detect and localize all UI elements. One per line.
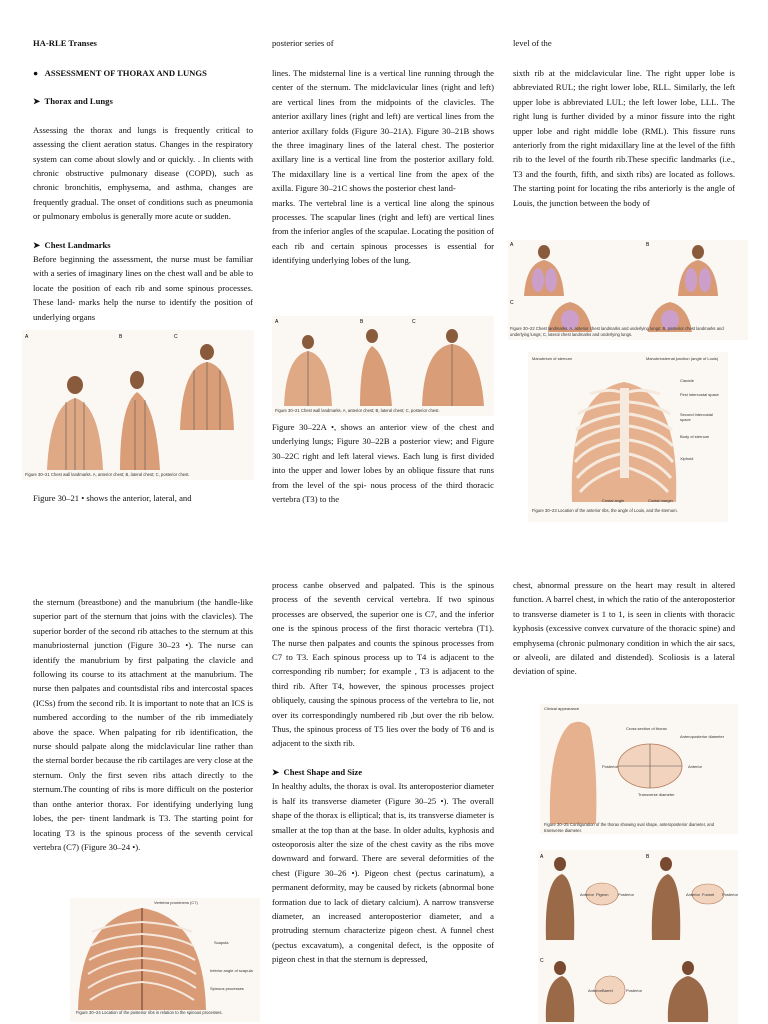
figure-chest-landmarks: [22, 330, 254, 480]
figure-chest-landmarks-duplicate: [272, 316, 494, 416]
svg-text:A: A: [275, 319, 279, 325]
svg-text:B: B: [360, 319, 364, 325]
svg-text:A: A: [540, 854, 544, 860]
figure-label: Transverse diameter: [638, 792, 675, 797]
lung-landmarks-illustration: [508, 240, 748, 340]
figure-label: Barrel: [602, 988, 613, 993]
document-header-left: HA-RLE Transes: [33, 38, 97, 48]
paragraph: process canbe observed and palpated. This is the spinous process of the seventh cervical vertebra. If two spinous processes are observed, the superior one is C7, and the inferior one is the spinous process of the first thoracic vertebra (T1). The nurse then palpates and counts the spinous processes from C7 to T3. Each spinous process up to T4 is adjacent to the corresponding rib number; for example , T3 is adjacent to the third rib. After T4, however, the spinous processes project obliquely, causing the spinous process of the vertebra to lie, not over its correspondingly numbered rib ,but over the rib below. Thus, the spinous process of T5 lies over the body of T6 and is adjacent to the sixth rib.: [272, 580, 494, 749]
figure-label: Second intercostal space: [680, 412, 713, 422]
figure-label: Posterior: [722, 892, 738, 897]
figure-label: Costal angle: [602, 498, 625, 503]
paragraph: Before beginning the assessment, the nurse must be familiar with a series of imaginary lines on the chest wall and be able to locate the position of each rib and some spinous processes. These land- marks help the nurse to identify the position of underlying organs: [33, 254, 253, 322]
paragraph: Figure 30–22A •, shows an anterior view of the chest and underlying lungs; Figure 30–22B a posterior view; and Figure 30–22C right and left lateral views. Each lung is first divided into the upper and lower lobes by an oblique fissure that runs from the level of the spi- nous process of the third thoracic vertebra (T3) to the: [272, 422, 494, 505]
subsection-heading: ➤ Chest Landmarks: [33, 239, 111, 250]
paragraph: Assessing the thorax and lungs is frequently critical to assessing the client aeration status. Changes in the respiratory system can come about slowly and or quickly. . In clients with chronic obstructive pulmonary disease (COPD), such as chronic bronchitis, emphysema, and asthma, changes are frequently gradual. The onset of conditions such as pneumonia or pulmonary embolus is generally more acute or sudden.: [33, 124, 253, 222]
figure-label: Manubrium of sternum: [532, 356, 573, 361]
svg-text:C: C: [412, 319, 416, 325]
paragraph: sixth rib at the midclavicular line. The right upper lobe is abbreviated RUL; the right lower lobe, RLL. Similarly, the left upper lobe is abbreviated LUL; the left lower lobe, LLL. The right lung is further divided by a minor fissure into the right upper lobe and right middle lobe (RML). This fissure runs anteriorly from the right midaxillary line at the level of the fifth rib to the level of the fourth rib.These specific landmarks (i.e., T3 and the fourth, fifth, and sixth ribs) are located as follows. The starting point for locating the ribs anteriorly is the angle of Louis, the junction between the body of: [513, 68, 735, 208]
figure-caption: Figure 30–25 Configuration of the thorax showing oval shape, anteroposterior diameter, and transverse diameter.: [544, 822, 715, 833]
figure-lung-landmarks: [508, 240, 748, 340]
svg-text:B: B: [646, 242, 650, 248]
posterior-ribs-illustration: [70, 898, 260, 1022]
chest-landmarks-illustration: [22, 330, 254, 480]
svg-text:C: C: [174, 334, 178, 340]
figure-label: First intercostal space: [680, 392, 719, 397]
figure-chest-deformities: [538, 850, 738, 1024]
svg-text:B: B: [119, 334, 123, 340]
figure-label: Pigeon: [596, 892, 609, 897]
figure-label: Body of sternum: [680, 434, 710, 439]
subsection-heading: ➤ Thorax and Lungs: [33, 96, 113, 107]
column3-top-text: level of the: [513, 38, 552, 48]
figure-caption: Figure 30–21 Chest wall landmarks. A, anterior chest; B, lateral chest; C, posterior chest.: [275, 408, 440, 413]
figure-label: Anterior: [580, 892, 595, 897]
figure-caption: Figure 30–21 Chest wall landmarks. A, anterior chest; B, lateral chest; C, posterior chest.: [25, 472, 190, 477]
column-1-upper: [33, 66, 253, 324]
figure-caption: Figure 30–24 Location of the posterior ribs in relation to the spinous processes.: [76, 1010, 223, 1015]
figure-thorax-configuration: [540, 704, 738, 834]
figure-label: Anterior: [588, 988, 603, 993]
figure-label: Xiphoid: [680, 456, 694, 461]
paragraph: lines. The midsternal line is a vertical line running through the center of the sternum. The midclavicular lines (right and left) are vertical lines from the midpoints of the clavicles. The anterior axillary lines (right and left) are vertical lines from the anterior axillary folds (Figure 30–21A). Figure 30–21B shows the three imaginary lines of the lateral chest. The posterior axillary line is a vertical line from the posterior axillary fold. The midaxillary line is a vertical line from the apex of the axilla. Figure 30–21C shows the posterior chest land-: [272, 68, 494, 194]
figure-label: Anteroposterior diameter: [680, 734, 725, 739]
column2-top-text: posterior series of: [272, 38, 334, 48]
figure-label: Posterior: [626, 988, 643, 993]
figure-label: Scapula: [214, 940, 229, 945]
paragraph: the sternum (breastbone) and the manubrium (the handle-like superior part of the sternum that joins with the clavicles). The superior border of the second rib attaches to the sternum at this manubriosternal junction (Figure 30–23 •). The nurse can identify the manubrium by first palpating the clavicle and following its course to its attachment at the manubrium. The nurse then palpates and countsdistal ribs and intercostal spaces (ICSs) from the second rib. It is important to note that an ICS is numbered according to the number of the rib immediately above the space. When palpating for rib identification, the nurse should palpate along the midclavicular line rather than the sternal border because the rib cartilages are very close at the sternum. Only the first seven ribs attach directly to the sternum.The counting of ribs is more difficult on the posterior than onthe anterior thorax. For identifying underlying lung lobes, the per- tinent landmark is T3. The starting point for locating T3 is the spinous process of the seventh cervical vertebra (C7) (Figure 30–24 •).: [33, 597, 253, 852]
subsection-heading: ➤ Chest Shape and Size: [272, 766, 363, 777]
figure-caption: Figure 30–22 Chest landmarks. A, anterior chest landmarks and underlying lungs; B, posterior chest landmarks and underlying lungs; C, lateral chest landmarks and underlying lungs.: [510, 326, 724, 337]
svg-text:C: C: [540, 958, 544, 964]
figure-label: Manubriosternal junction (angle of Louis): [646, 356, 719, 361]
section-heading: ● ASSESSMENT OF THORAX AND LUNGS: [33, 68, 207, 78]
column-2-upper: [272, 66, 494, 268]
paragraph: marks. The vertebral line is a vertical line along the spinous processes. The scapular lines (right and left) are vertical lines from the inferior angles of the scapulae. Locating the position of each rib and certain spinous processes is essential for identifying underlying lobes of the lung.: [272, 197, 494, 266]
svg-text:C: C: [510, 300, 514, 306]
chest-deformities-illustration: [538, 850, 738, 1024]
paragraph: chest, abnormal pressure on the heart may result in altered function. A barrel chest, in which the ratio of the anteroposterior to transverse diameter is 1 to 1, is seen in clients with thoracic kyphosis (excessive convex curvature of the thoracic spine) and emphysema (chronic pulmonary condition in which the air sacs, or alveoli, are dilated and distended). Scoliosis is a lateral deviation of spine.: [513, 580, 735, 677]
figure-label: Vertebra prominens (C7): [154, 900, 198, 905]
figure-label: Costal margin: [648, 498, 673, 503]
figure-label: Posterior: [618, 892, 635, 897]
figure-label: Inferior angle of scapula: [210, 968, 253, 973]
figure-label: Cross section of thorax: [626, 726, 667, 731]
figure-anterior-ribs: [528, 352, 728, 522]
figure-posterior-ribs: [70, 898, 260, 1022]
figure-label: Anterior: [686, 892, 701, 897]
column-2-lower: [272, 578, 494, 967]
svg-text:B: B: [646, 854, 650, 860]
paragraph: In healthy adults, the thorax is oval. Its anteroposterior diameter is half its transverse diameter (Figure 30–25 •). The overall shape of the thorax is elliptical; that is, its transverse diameter is smaller at the top than at the base. In older adults, kyphosis and osteoporosis alter the size of the chest cavity as the ribs move downward and forward. There are several deformities of the chest (Figure 30–26 •). Pigeon chest (pectus carinatum), a permanent deformity, may be caused by rickets (abnormal bone formation due to lack of dietary calcium). A narrow transverse diameter, an increased anteroposterior diameter, and a protruding sternum characterize pigeon chest. A funnel chest (pectus excavatum), a congenital defect, is the opposite of pigeon chest in that the sternum is depressed,: [272, 781, 494, 965]
figure-label: Funnel: [702, 892, 715, 897]
figure-label: Spinous processes: [210, 986, 244, 991]
thorax-configuration-illustration: [540, 704, 738, 834]
figure-label: Clinical appearance: [544, 706, 580, 711]
paragraph: Figure 30–21 • shows the anterior, lateral, and: [33, 493, 192, 503]
figure-caption: Figure 30–23 Location of the anterior ribs, the angle of Louis, and the sternum.: [532, 508, 678, 513]
figure-label: Anterior: [688, 764, 703, 769]
svg-text:A: A: [25, 334, 29, 340]
figure-label: Clavicle: [680, 378, 695, 383]
svg-text:A: A: [510, 242, 514, 248]
figure-label: Posterior: [602, 764, 619, 769]
chest-landmarks-illustration: [272, 316, 494, 416]
